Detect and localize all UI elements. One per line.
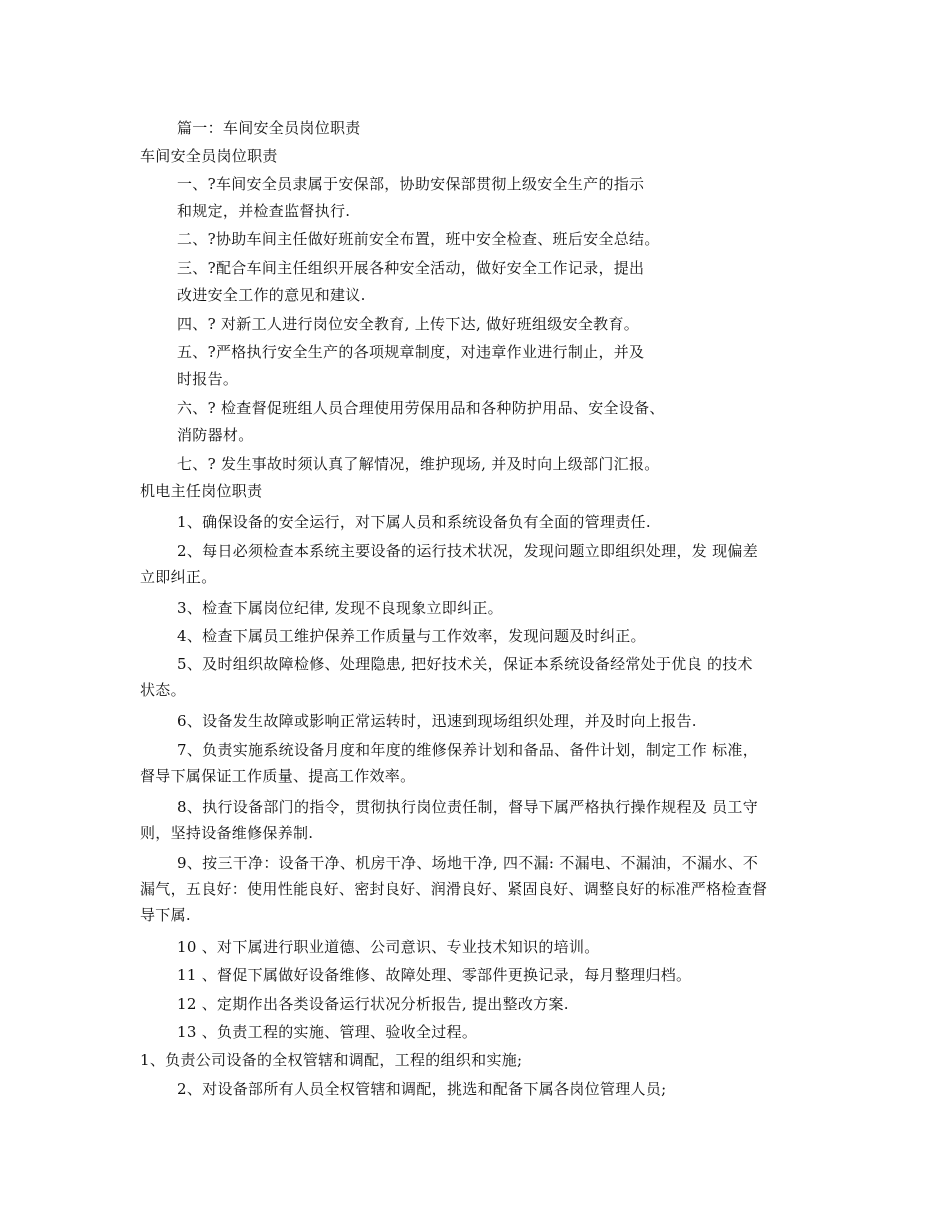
paragraph-line: 4、检查下属员工维护保养工作质量与工作效率，发现问题及时纠正。	[177, 627, 646, 645]
paragraph-line: 二、?协助车间主任做好班前安全布置，班中安全检查、班后安全总结。	[177, 230, 660, 248]
paragraph-line: 状态。	[140, 681, 186, 699]
paragraph-line: 漏气，五良好：使用性能良好、密封良好、润滑良好、紧固良好、调整良好的标准严格检查督	[140, 880, 768, 898]
paragraph-line: 1、确保设备的安全运行，对下属人员和系统设备负有全面的管理责任.	[177, 513, 651, 531]
document-title: 篇一：车间安全员岗位职责	[177, 119, 361, 137]
paragraph-line: 9、按三干净：设备干净、机房干净、场地干净, 四不漏: 不漏电、不漏油，不漏水、不	[177, 854, 759, 872]
paragraph-line: 11 、督促下属做好设备维修、故障处理、零部件更换记录，每月整理归档。	[177, 966, 692, 984]
paragraph-line: 则，坚持设备维修保养制.	[140, 824, 314, 842]
section-heading: 机电主任岗位职责	[140, 482, 263, 500]
paragraph-line: 5、及时组织故障检修、处理隐患, 把好技术关，保证本系统设备经常处于优良 的技术	[177, 655, 753, 673]
paragraph-line: 三、?配合车间主任组织开展各种安全活动，做好安全工作记录，提出	[177, 259, 645, 277]
paragraph-line: 10 、对下属进行职业道德、公司意识、专业技术知识的培训。	[177, 938, 600, 956]
paragraph-line: 1、负责公司设备的全权管辖和调配，工程的组织和实施;	[140, 1051, 523, 1069]
paragraph-line: 6、设备发生故障或影响正常运转时，迅速到现场组织处理，并及时向上报告.	[177, 712, 697, 730]
paragraph-line: 时报告。	[177, 370, 239, 388]
section-heading: 车间安全员岗位职责	[140, 147, 278, 165]
paragraph-line: 五、?严格执行安全生产的各项规章制度，对违章作业进行制止，并及	[177, 343, 645, 361]
paragraph-line: 7、负责实施系统设备月度和年度的维修保养计划和备品、备件计划，制定工作 标准，	[177, 741, 759, 759]
paragraph-line: 导下属.	[140, 906, 191, 924]
paragraph-line: 七、? 发生事故时须认真了解情况，维护现场, 并及时向上级部门汇报。	[177, 455, 660, 473]
paragraph-line: 立即纠正。	[140, 568, 217, 586]
paragraph-line: 2、对设备部所有人员全权管辖和调配，挑选和配备下属各岗位管理人员;	[177, 1080, 667, 1098]
paragraph-line: 3、检查下属岗位纪律, 发现不良现象立即纠正。	[177, 599, 503, 617]
paragraph-line: 一、?车间安全员隶属于安保部，协助安保部贯彻上级安全生产的指示	[177, 175, 645, 193]
paragraph-line: 消防器材。	[177, 426, 254, 444]
paragraph-line: 督导下属保证工作质量、提高工作效率。	[140, 767, 416, 785]
paragraph-line: 四、? 对新工人进行岗位安全教育, 上传下达, 做好班组级安全教育。	[177, 315, 640, 333]
paragraph-line: 13 、负责工程的实施、管理、验收全过程。	[177, 1023, 478, 1041]
paragraph-line: 12 、定期作出各类设备运行状况分析报告, 提出整改方案.	[177, 995, 569, 1013]
paragraph-line: 改进安全工作的意见和建议.	[177, 286, 366, 304]
paragraph-line: 六、? 检查督促班组人员合理使用劳保用品和各种防护用品、安全设备、	[177, 399, 665, 417]
paragraph-line: 2、每日必须检查本系统主要设备的运行技术状况，发现问题立即组织处理，发 现偏差	[177, 542, 759, 560]
paragraph-line: 8、执行设备部门的指令，贯彻执行岗位责任制，督导下属严格执行操作规程及 员工守	[177, 798, 759, 816]
paragraph-line: 和规定，并检查监督执行.	[177, 202, 351, 220]
